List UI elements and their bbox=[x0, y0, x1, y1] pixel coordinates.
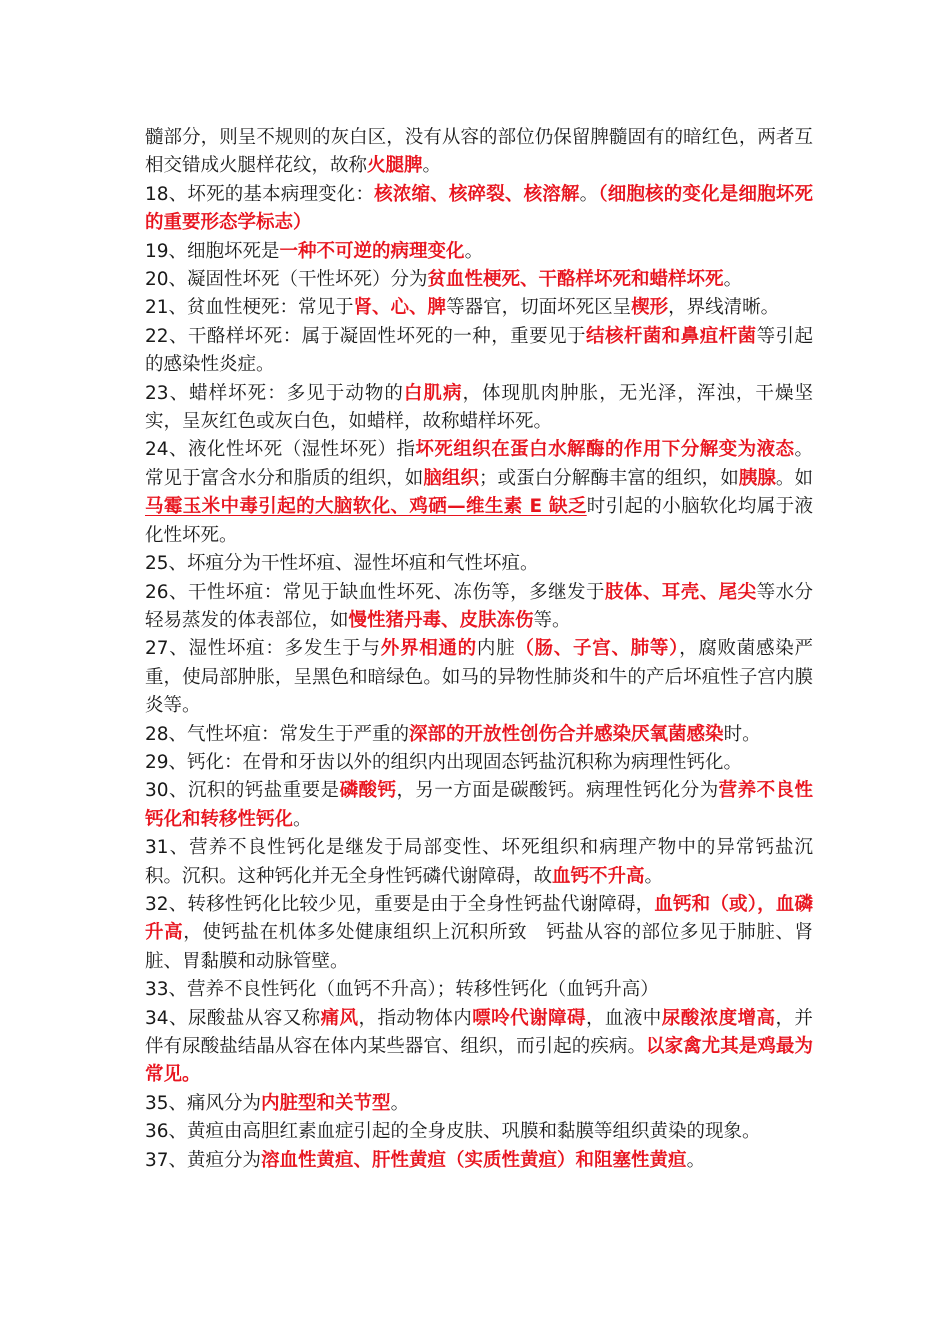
body-text: 22、干酪样坏死：属于凝固性坏死的一种，重要见于 bbox=[145, 325, 586, 347]
paragraph bbox=[145, 294, 813, 322]
body-text: 25、坏疽分为干性坏疽、湿性坏疽和气性坏疽。 bbox=[145, 553, 539, 575]
body-text: 19、细胞坏死是 bbox=[145, 240, 280, 262]
body-text: ；或蛋白分解酶丰富的组织，如 bbox=[479, 467, 739, 489]
body-text: 32、转移性钙化比较少见，重要是由于全身性钙盐代谢障碍， bbox=[145, 893, 655, 915]
body-text: 。 bbox=[293, 808, 312, 830]
highlight-text: 楔形 bbox=[631, 297, 669, 319]
body-text: 。 bbox=[686, 1149, 706, 1171]
body-text: 等。 bbox=[533, 609, 571, 631]
highlight-text: 肾、心、脾 bbox=[353, 297, 447, 319]
highlight-text: 核浓缩、核碎裂、核溶解 bbox=[374, 183, 580, 205]
body-text: 23、蜡样坏死：多见于动物的 bbox=[145, 382, 404, 404]
body-text: 24、液化性坏死（湿性坏死）指 bbox=[145, 439, 416, 461]
body-text: 时。 bbox=[723, 723, 761, 745]
body-text: 等水分轻易蒸发的体表部位，如 bbox=[145, 581, 813, 631]
paragraph bbox=[145, 1147, 813, 1175]
highlight-text: 内脏型和关节型 bbox=[261, 1092, 391, 1114]
body-text: 等器官，切面坏死区呈 bbox=[446, 297, 632, 319]
highlight-text: 胰腺 bbox=[738, 467, 776, 489]
body-text: 内脏 bbox=[476, 638, 516, 660]
body-text: 。 bbox=[422, 155, 442, 177]
body-text: 30、沉积的钙盐重要是 bbox=[145, 780, 340, 802]
paragraph bbox=[145, 834, 813, 891]
body-text: 35、痛风分为 bbox=[145, 1092, 262, 1114]
highlight-text: （肠、子宫、肺等） bbox=[515, 638, 680, 660]
body-text: 31、营养不良性钙化是继发于局部变性、坏死组织和病理产物中的异常钙盐沉积。沉积。这种钙化并无全身性钙磷代谢障碍，故 bbox=[145, 837, 813, 887]
highlight-text: 马霉玉米中毒引起的大脑软化、鸡硒—维生素 E 缺乏 bbox=[145, 496, 587, 518]
body-text: 髓部分，则呈不规则的灰白区，没有从容的部位仍保留脾髓固有的暗红色，两者互相交错成火腿样花纹，故称 bbox=[145, 127, 813, 177]
body-text: 33、营养不良性钙化（血钙不升高）；转移性钙化（血钙升高） bbox=[145, 979, 659, 1001]
highlight-text: 磷酸钙 bbox=[339, 780, 397, 802]
body-text: 。常见于富含水分和脂质的组织，如 bbox=[145, 439, 813, 489]
highlight-text: 一种不可逆的病理变化 bbox=[279, 240, 465, 262]
paragraph bbox=[145, 124, 813, 181]
paragraph bbox=[145, 1118, 813, 1146]
paragraph bbox=[145, 181, 813, 238]
paragraph bbox=[145, 579, 813, 636]
body-text: 时引起的小脑软化均属于液化性坏死。 bbox=[145, 496, 813, 546]
highlight-text: 痛风 bbox=[320, 1007, 359, 1029]
paragraph bbox=[145, 238, 813, 266]
body-text: ，指动物体内 bbox=[358, 1007, 473, 1029]
paragraph bbox=[145, 550, 813, 578]
paragraph bbox=[145, 1005, 813, 1090]
highlight-text: 血钙不升高 bbox=[552, 865, 645, 887]
paragraph bbox=[145, 635, 813, 720]
body-text: ，另一方面是碳酸钙。病理性钙化分为 bbox=[396, 780, 719, 802]
paragraph bbox=[145, 436, 813, 550]
paragraph bbox=[145, 380, 813, 437]
body-text: ，腐败菌感染严重，使局部肿胀，呈黑色和暗绿色。如马的异物性肺炎和牛的产后坏疽性子宫内膜炎等。 bbox=[145, 638, 813, 717]
body-text: 36、黄疸由高胆红素血症引起的全身皮肤、巩膜和黏膜等组织黄染的现象。 bbox=[145, 1121, 761, 1143]
paragraph bbox=[145, 721, 813, 749]
body-text: 20、凝固性坏死（干性坏死）分为 bbox=[145, 269, 428, 291]
body-text: 26、干性坏疽：常见于缺血性坏死、冻伤等，多继发于 bbox=[145, 581, 605, 603]
highlight-text: 深部的开放性创伤合并感染厌氧菌感染 bbox=[409, 723, 724, 745]
highlight-text: 肢体、耳壳、尾尖 bbox=[604, 581, 757, 603]
body-text: 37、黄疸分为 bbox=[145, 1149, 262, 1171]
highlight-text: 外界相通的 bbox=[380, 638, 477, 660]
body-text: ，血液中 bbox=[585, 1007, 662, 1029]
body-text: 等引起的感染性炎症。 bbox=[145, 325, 813, 376]
body-text: 28、气性坏疽：常发生于严重的 bbox=[145, 723, 410, 745]
highlight-text: 血钙和（或），血磷升高 bbox=[145, 893, 813, 944]
paragraph bbox=[145, 891, 813, 976]
body-text: 。如 bbox=[775, 467, 813, 489]
highlight-text: 贫血性梗死、干酪样坏死和蜡样坏死 bbox=[427, 269, 724, 291]
highlight-text: 营养不良性钙化和转移性钙化 bbox=[145, 780, 813, 830]
paragraph bbox=[145, 1090, 813, 1118]
highlight-text: 以家禽尤其是鸡最为常见。 bbox=[145, 1036, 813, 1086]
highlight-text: 结核杆菌和鼻疽杆菌 bbox=[585, 325, 757, 347]
body-text: 34、尿酸盐从容又称 bbox=[145, 1007, 321, 1029]
body-text: 27、湿性坏疽：多发生于与 bbox=[145, 638, 381, 660]
body-text: 。 bbox=[644, 865, 664, 887]
body-text: ，并伴有尿酸盐结晶从容在体内某些器官、组织，而引起的疾病。 bbox=[145, 1007, 813, 1057]
paragraph bbox=[145, 777, 813, 834]
body-text: ，界线清晰。 bbox=[668, 297, 780, 319]
highlight-text: 尿酸浓度增高 bbox=[661, 1007, 776, 1029]
body-text: ，体现肌肉肿胀，无光泽，浑浊，干燥坚实，呈灰红色或灰白色，如蜡样，故称蜡样坏死。 bbox=[145, 382, 813, 433]
highlight-text: 嘌呤代谢障碍 bbox=[472, 1007, 586, 1029]
body-text: 29、钙化：在骨和牙齿以外的组织内出现固态钙盐沉积称为病理性钙化。 bbox=[145, 751, 743, 773]
highlight-text: 溶血性黄疸、肝性黄疸（实质性黄疸）和阻塞性黄疸 bbox=[261, 1149, 687, 1171]
paragraph bbox=[145, 976, 813, 1004]
highlight-text: （细胞核的变化是细胞坏死的重要形态学标志） bbox=[145, 183, 813, 234]
highlight-text: 火腿脾 bbox=[367, 155, 423, 177]
highlight-text: 慢性猪丹毒、皮肤冻伤 bbox=[348, 609, 534, 631]
paragraph bbox=[145, 266, 813, 294]
paragraph bbox=[145, 749, 813, 777]
body-text: 。 bbox=[390, 1092, 410, 1114]
paragraph bbox=[145, 323, 813, 380]
body-text: 18、坏死的基本病理变化： bbox=[145, 183, 375, 205]
body-text: 21、贫血性梗死：常见于 bbox=[145, 297, 354, 319]
highlight-text: 坏死组织在蛋白水解酶的作用下分解变为液态 bbox=[415, 439, 795, 461]
document-body bbox=[145, 124, 813, 1175]
body-text: 。 bbox=[579, 183, 599, 205]
highlight-text: 脑组织 bbox=[423, 467, 479, 489]
body-text: 。 bbox=[464, 240, 484, 262]
body-text: 。 bbox=[723, 269, 743, 291]
highlight-text: 白肌病 bbox=[403, 382, 463, 404]
body-text: ，使钙盐在机体多处健康组织上沉积所致 钙盐从容的部位多见于肺脏、肾脏、胃黏膜和动脉管壁。 bbox=[145, 922, 813, 972]
